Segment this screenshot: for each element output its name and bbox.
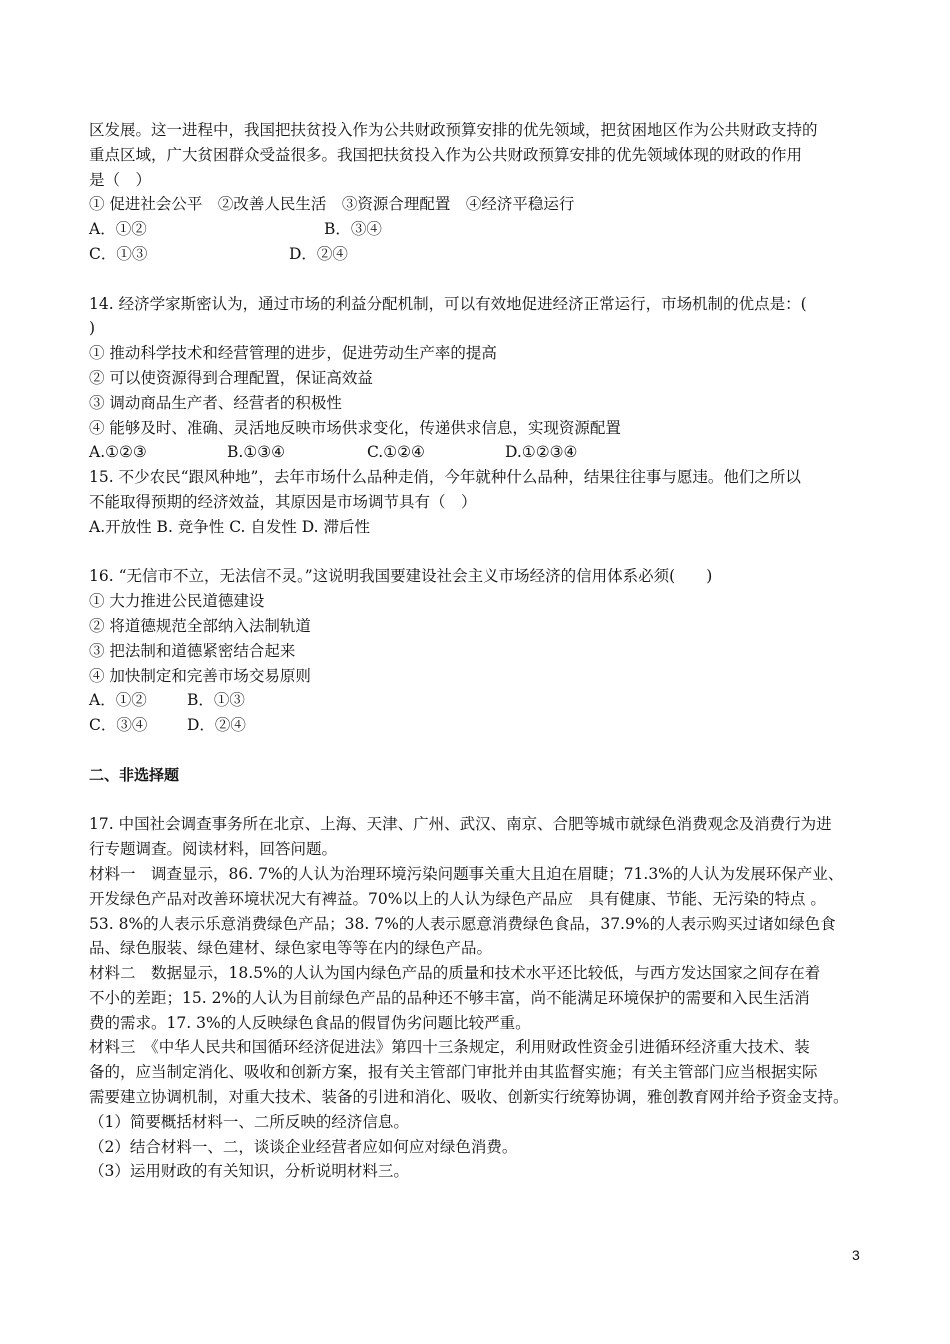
- q16-option-d: D．②④: [187, 716, 246, 735]
- q13-items: ① 促进社会公平 ②改善人民生活 ③资源合理配置 ④经济平稳运行: [89, 195, 575, 214]
- q13-line-2: 重点区域，广大贫困群众受益很多。我国把扶贫投入作为公共财政预算安排的优先领域体现的财政的作用: [89, 145, 803, 164]
- q14-item-4: ④ 能够及时、准确、灵活地反映市场供求变化，传递供求信息，实现资源配置: [89, 418, 621, 437]
- q13-line-3: 是（ ）: [89, 170, 152, 189]
- question-17: [89, 812, 869, 1184]
- q17-line-8: 不小的差距；15. 2%的人认为目前绿色产品的品种还不够丰富，尚不能满足环境保护的需要和入民生活消: [89, 988, 810, 1007]
- q17-line-12: 需要建立协调机制，对重大技术、装备的引进和消化、吸收、创新实行统筹协调，雅创教育网并给予资金支持。: [89, 1088, 849, 1107]
- q17-line-9: 费的需求。17. 3%的人反映绿色食品的假冒伪劣问题比较严重。: [89, 1013, 531, 1032]
- q15-options: A.开放性 B. 竞争性 C. 自发性 D. 滞后性: [89, 517, 371, 536]
- q13-options-row-1: [89, 217, 869, 242]
- q17-line-2: 行专题调查。阅读材料，回答问题。: [89, 840, 338, 859]
- q17-line-3: 材料一 调查显示，86. 7%的人认为治理环境污染问题事关重大且迫在眉睫；71.3%的人认为发展环保产业、: [89, 864, 844, 883]
- q17-line-6: 品、绿色服装、绿色建材、绿色家电等等在内的绿色产品。: [89, 939, 493, 958]
- q13-option-c: C．①③: [89, 244, 148, 263]
- q13-option-b: B．③④: [324, 220, 382, 239]
- q13-line-1: 区发展。这一进程中，我国把扶贫投入作为公共财政预算安排的优先领域，把贫困地区作为公共财政支持的: [89, 121, 818, 139]
- spacer: [89, 738, 869, 763]
- q14-option-d: D.①②③④: [505, 443, 578, 462]
- q17-line-7: 材料二 数据显示，18.5%的人认为国内绿色产品的质量和技术水平还比较低，与西方发达国家之间存在着: [89, 964, 821, 983]
- q14-item-3: ③ 调动商品生产者、经营者的积极性: [89, 393, 342, 412]
- q14-option-a: A.①②③: [89, 443, 147, 462]
- q17-line-4: 开发绿色产品对改善环境状况大有裨益。70%以上的人认为绿色产品应 具有健康、节能、无污染的特点 。: [89, 889, 826, 908]
- q13-option-d: D．②④: [289, 244, 348, 263]
- q13-option-a: A．①②: [89, 220, 147, 239]
- q16-item-2: ② 将道德规范全部纳入法制轨道: [89, 616, 311, 635]
- q16-options-row-1: [89, 688, 869, 713]
- page-number: 3: [852, 1247, 860, 1263]
- spacer: [89, 267, 869, 292]
- q16-option-a: A．①②: [89, 691, 147, 710]
- question-14: [89, 292, 869, 466]
- question-13: [89, 118, 869, 267]
- q14-options: [89, 440, 869, 465]
- question-16: [89, 564, 869, 738]
- spacer: [89, 788, 869, 813]
- spacer: [89, 540, 869, 565]
- q16-options-row-2: [89, 713, 869, 738]
- question-15: [89, 465, 869, 539]
- q16-option-c: C．③④: [89, 716, 148, 735]
- q17-line-11: 备的，应当制定消化、吸收和创新方案，报有关主管部门审批并由其监督实施；有关主管部门应当根据实际: [89, 1063, 818, 1082]
- exam-page: [89, 118, 869, 1184]
- q17-line-10: 材料三 《中华人民共和国循环经济促进法》第四十三条规定，利用财政性资金引进循环经济重大技术、装: [89, 1038, 810, 1057]
- q15-line-1: 15. 不少农民“跟风种地”，去年市场什么品种走俏，今年就种什么品种，结果往往事与愿违。他们之所以: [89, 468, 801, 487]
- q17-subquestion-2: （2）结合材料一、二，谈谈企业经营者应如何应对绿色消费。: [89, 1137, 518, 1156]
- q14-item-2: ② 可以使资源得到合理配置，保证高效益: [89, 368, 373, 387]
- q14-option-b: B.①③④: [227, 443, 286, 462]
- q13-options-row-2: [89, 242, 869, 267]
- q17-line-5: 53. 8%的人表示乐意消费绿色产品；38. 7%的人表示愿意消费绿色食品，37.9%的人表示购买过诸如绿色食: [89, 914, 836, 933]
- section-title: 二、非选择题: [89, 765, 180, 784]
- q14-line-2: ): [89, 319, 96, 338]
- q14-line-1: 14. 经济学家斯密认为，通过市场的利益分配机制，可以有效地促进经济正常运行，市场机制的优点是：(: [89, 294, 807, 313]
- q16-option-b: B．①③: [187, 691, 245, 710]
- q16-item-3: ③ 把法制和道德紧密结合起来: [89, 641, 296, 660]
- q16-item-4: ④ 加快制定和完善市场交易原则: [89, 666, 311, 685]
- q17-line-1: 17. 中国社会调查事务所在北京、上海、天津、广州、武汉、南京、合肥等城市就绿色消费观念及消费行为进: [89, 815, 832, 834]
- q16-line-1: 16. “无信市不立，无法信不灵。”这说明我国要建设社会主义市场经济的信用体系必须( ): [89, 567, 713, 586]
- q17-subquestion-3: （3）运用财政的有关知识，分析说明材料三。: [89, 1162, 409, 1181]
- q17-subquestion-1: （1）简要概括材料一、二所反映的经济信息。: [89, 1112, 409, 1131]
- q14-option-c: C.①②④: [367, 443, 425, 462]
- q16-item-1: ① 大力推进公民道德建设: [89, 592, 265, 611]
- q14-item-1: ① 推动科学技术和经营管理的进步，促进劳动生产率的提高: [89, 344, 497, 363]
- q15-line-2: 不能取得预期的经济效益，其原因是市场调节具有（ ）: [89, 492, 477, 511]
